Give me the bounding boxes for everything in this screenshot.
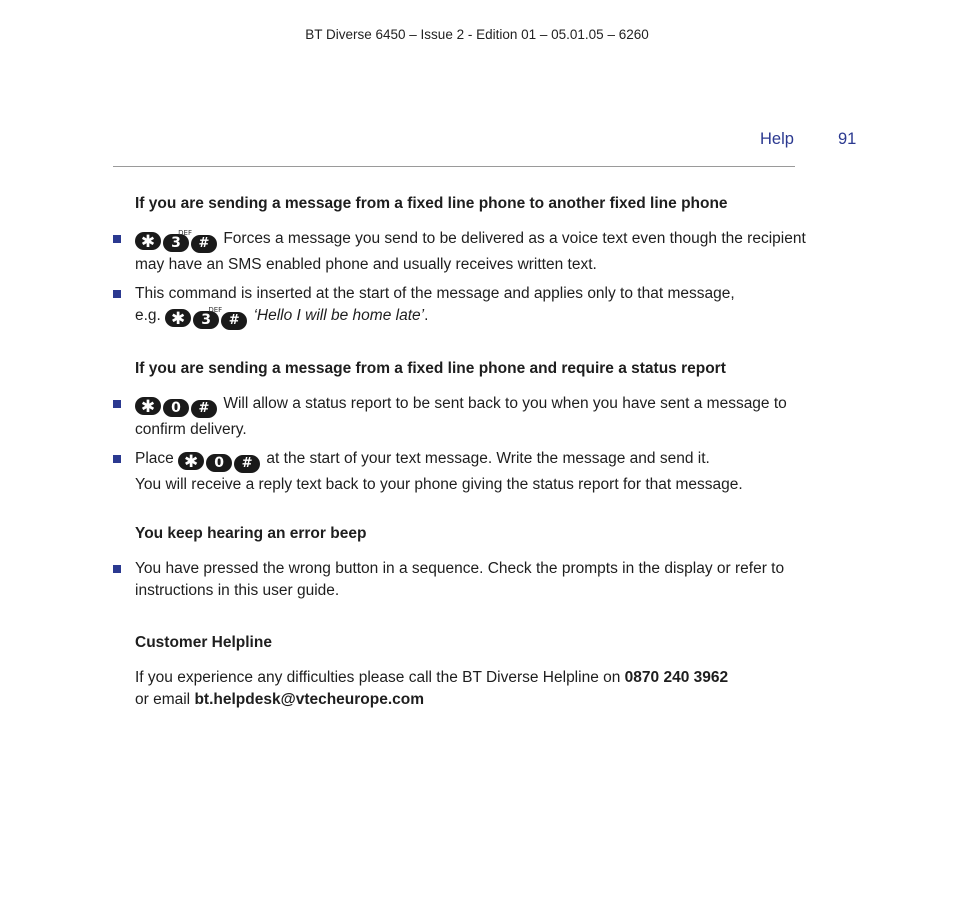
star-key-icon: ✱ [165,309,191,327]
place-label: Place [135,450,174,467]
key-sequence-star-0-hash [178,452,262,474]
document-header: BT Diverse 6450 – Issue 2 - Edition 01 – 05.01.05 – 6260 [305,27,649,42]
hash-key-icon: # [234,455,260,473]
bullet-text: Forces a message you send to be delivered as a voice text even though the recipient may have an SMS enabled phone and usually receives written text. [135,230,806,273]
zero-key-icon: 0 [163,399,189,417]
key-sequence-star-3-hash [165,306,249,331]
key-sequence-star-0-hash [135,397,219,419]
zero-key-icon: 0 [206,454,232,472]
hash-key-icon: # [191,235,217,253]
bullet-marker [113,235,121,243]
three-key-icon: 3 DEF [193,311,219,329]
period: . [424,307,429,324]
bullet-text: You have pressed the wrong button in a sequence. Check the prompts in the display or refer to instructions in this user guide. [135,560,785,599]
bullet-error-beep [135,558,815,602]
hash-key-icon: # [221,312,247,330]
hash-key-icon: # [191,400,217,418]
key-letters: DEF [178,229,192,237]
star-key-icon: ✱ [135,397,161,415]
bullet-marker [113,400,121,408]
heading-error-beep: You keep hearing an error beep [135,525,367,542]
bullet-text: Will allow a status report to be sent back to you when you have sent a message to confirm delivery. [135,395,787,438]
helpline-email: bt.helpdesk@vtecheurope.com [194,691,425,708]
key-letters: DEF [208,306,223,314]
bullet-place-command [135,448,815,496]
bullet-text-line2: You will receive a reply text back to your phone giving the status report for that message. [135,476,743,493]
bullet-marker [113,290,121,298]
example-message: ‘Hello I will be home late’ [253,307,425,324]
header-rule [113,166,795,167]
bullet-voice-text [135,228,815,276]
helpline-email-label: or email [135,691,191,708]
heading-fixed-to-fixed: If you are sending a message from a fixed line phone to another fixed line phone [135,195,728,212]
bullet-marker [113,565,121,573]
helpline-phone: 0870 240 3962 [624,669,729,686]
bullet-text: This command is inserted at the start of the message and applies only to that message, [135,285,735,302]
helpline-text: If you experience any difficulties please call the BT Diverse Helpline on [135,669,621,686]
bullet-command-insert [135,283,815,331]
section-name: Help [760,130,794,148]
eg-label: e.g. [135,307,161,324]
key-sequence-star-3-hash [135,229,219,254]
bullet-marker [113,455,121,463]
heading-status-report: If you are sending a message from a fixed line phone and require a status report [135,360,726,377]
helpline-paragraph [135,667,815,711]
three-key-icon: 3 DEF [163,234,189,252]
star-key-icon: ✱ [178,452,204,470]
page-number: 91 [838,130,857,148]
bullet-text: at the start of your text message. Write the message and send it. [266,450,710,467]
star-key-icon: ✱ [135,232,161,250]
heading-customer-helpline: Customer Helpline [135,634,272,651]
bullet-status-report [135,393,815,441]
